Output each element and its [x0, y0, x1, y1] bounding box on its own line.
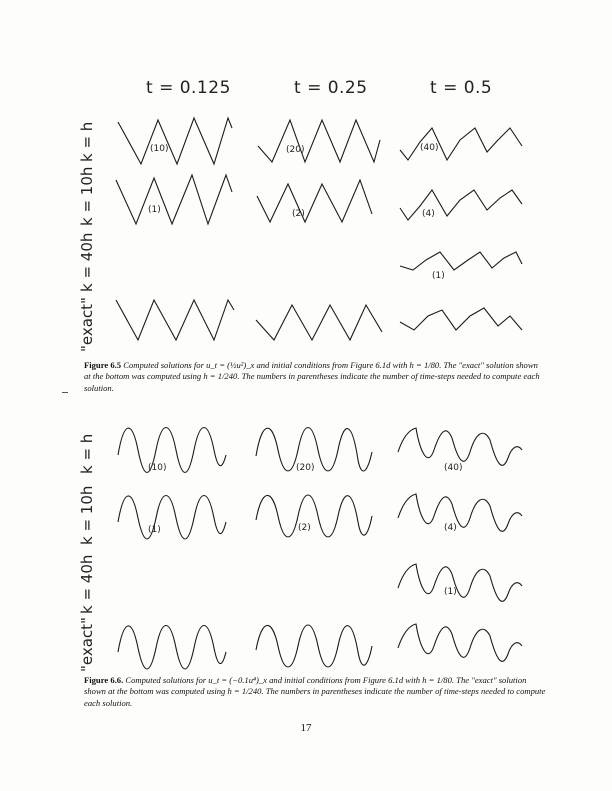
fig5-row-label-k-40h: k = 40h: [78, 232, 96, 292]
fig6-count-r2-c3: (4): [444, 523, 457, 533]
fig6-row-label-exact: "exact": [78, 617, 96, 672]
column-heading-t-0125: t = 0.125: [146, 78, 231, 98]
fig6-count-r3-c3: (1): [444, 587, 457, 597]
fig5-count-r1-c1: (10): [150, 144, 169, 154]
fig6-plot-r4-c3: [398, 624, 522, 661]
fig5-plot-r2-c2: [257, 180, 372, 222]
fig5-plot-r1-c2: [258, 120, 380, 162]
fig5-caption: [84, 360, 546, 394]
fig6-plot-r2-c2: [256, 495, 372, 537]
fig6-caption: [84, 675, 546, 709]
fig6-plot-r1-c3: [398, 428, 522, 465]
fig6-plot-r2-c3: [398, 494, 522, 531]
fig6-row-label-k-40h: k = 40h: [78, 554, 96, 614]
page-number: 17: [300, 722, 312, 734]
fig5-plot-r4-c2: [256, 305, 382, 340]
fig5-caption-label: Figure 6.5: [84, 360, 122, 370]
fig6-caption-label: Figure 6.6.: [84, 675, 124, 685]
fig6-count-r2-c1: (1): [148, 525, 161, 535]
fig5-caption-text: Computed solutions for u_t = (½u²)_x and initial conditions from Figure 6.1d with h = 1/80. The "exact" solution shown at the bottom was computed using h = 1/240. The numbers in parentheses indicate the number of time-steps needed to compute each solution.: [84, 360, 540, 393]
fig5-plot-r3-c3: [400, 252, 522, 270]
fig5-count-r1-c3: (40): [420, 143, 439, 153]
fig6-plot-r2-c1: [118, 496, 226, 540]
fig5-plot-r4-c1: [116, 300, 234, 340]
fig5-row-label-exact: "exact": [78, 297, 96, 352]
fig6-plot-r4-c2: [256, 625, 372, 667]
margin-mark: [62, 392, 68, 393]
fig6-plot-r3-c3: [398, 564, 522, 601]
column-heading-t-05: t = 0.5: [430, 78, 493, 98]
fig5-count-r2-c2: (2): [292, 209, 305, 219]
fig5-count-r2-c3: (4): [422, 209, 435, 219]
fig5-count-r1-c2: (20): [286, 145, 305, 155]
fig6-caption-text: Computed solutions for u_t = (−0.1u⁴)_x and initial conditions from Figure 6.1d with h = 1/80. The "exact" solution shown at the bottom was computed using h = 1/240. The numbers in parentheses indicate the number of time-steps needed to compute each solution.: [84, 675, 546, 708]
fig6-count-r2-c2: (2): [298, 523, 311, 533]
fig5-plot-r4-c3: [400, 308, 522, 330]
fig5-row-label-k-10h: k = 10h: [78, 166, 96, 226]
fig6-row-label-k-h: k = h: [78, 433, 96, 474]
column-heading-t-025: t = 0.25: [294, 78, 368, 98]
fig6-count-r1-c1: (10): [148, 463, 167, 473]
fig5-count-r3-c3: (1): [432, 271, 445, 281]
fig6-plot-r1-c1: [118, 428, 226, 473]
fig5-plot-r1-c1: [118, 118, 232, 164]
fig5-plot-r2-c1: [116, 175, 232, 224]
fig6-count-r1-c2: (20): [296, 463, 315, 473]
fig6-row-label-k-10h: k = 10h: [78, 485, 96, 545]
fig6-plot-r4-c1: [118, 626, 226, 670]
fig5-count-r2-c1: (1): [148, 205, 161, 215]
fig5-plot-r1-c3: [400, 128, 522, 160]
fig6-count-r1-c3: (40): [444, 463, 463, 473]
fig5-row-label-k-h: k = h: [78, 121, 96, 162]
fig5-plot-r2-c3: [400, 190, 522, 220]
